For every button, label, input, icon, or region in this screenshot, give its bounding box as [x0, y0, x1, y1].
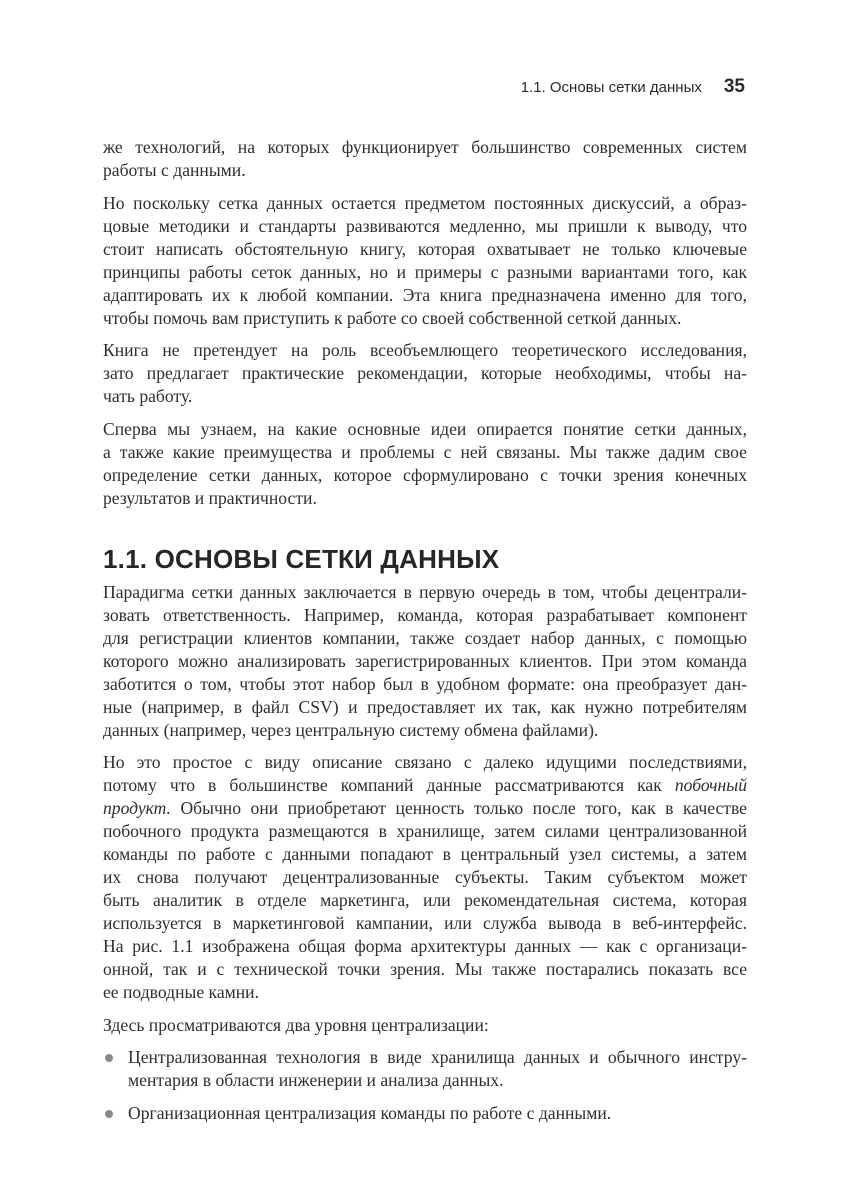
text-line: Организационная централизация команды по работе с данными. [128, 1102, 612, 1123]
text-line: определение сетки данных, которое сформулировано с точки зрения конечных [103, 464, 747, 485]
bullet-item [103, 1046, 747, 1092]
text-line [103, 797, 747, 820]
text-line: работы с данными. [103, 160, 246, 180]
text-line: для регистрации клиентов компании, также создает набор данных, с помощью [103, 627, 747, 648]
paragraph [103, 751, 747, 1004]
text-line: ментария в области инженерии и анализа данных. [128, 1070, 504, 1090]
running-header [521, 76, 745, 98]
text-line: принципы работы сеток данных, но и примеры с разными вариантами того, как [103, 261, 747, 282]
text-line: Сперва мы узнаем, на какие основные идеи опирается понятие сетки данных, [103, 418, 747, 439]
text-line: чать работу. [103, 386, 193, 406]
text-line: же технологий, на которых функционирует большинство современных систем [103, 137, 747, 157]
paragraph [103, 136, 747, 182]
text-line: побочного продукта размещаются в хранилище, затем силами централизованной [103, 821, 747, 841]
bullet-icon [105, 1054, 113, 1062]
page-number: 35 [723, 76, 745, 97]
text-line: Но это простое с виду описание связано с далеко идущими последствиями, [103, 752, 747, 772]
paragraph [103, 1014, 747, 1037]
text-line: зато предлагает практические рекомендации, которые необходимы, чтобы на- [103, 363, 747, 383]
text-line: которого можно анализировать зарегистрированных клиентов. При этом команда [103, 650, 747, 671]
text-line: Здесь просматриваются два уровня централизации: [103, 1014, 489, 1035]
emphasis-text: побочный [674, 775, 747, 795]
intro-text [103, 136, 747, 510]
running-title: 1.1. Основы сетки данных [520, 79, 702, 96]
text-line: заботится о том, чтобы этот набор был в удобном формате: она преобразует дан- [103, 673, 747, 694]
text-line: адаптировать их к любой компании. Эта книга предназначена именно для того, [103, 284, 747, 305]
text-line: команды по работе с данными попадают в центральный узел системы, а затем [103, 844, 747, 864]
text-line [103, 774, 747, 797]
text-line: Но поскольку сетка данных остается предметом постоянных дискуссий, а образ- [103, 192, 747, 213]
text-line: На рис. 1.1 изображена общая форма архитектуры данных — как с организаци- [103, 936, 747, 956]
text-line: Парадигма сетки данных заключается в первую очередь в том, чтобы децентрали- [103, 581, 747, 602]
paragraph [103, 192, 747, 330]
text-line: чтобы помочь вам приступить к работе со своей собственной сеткой данных. [103, 307, 682, 328]
section-text [103, 581, 747, 1037]
bullet-icon [105, 1110, 113, 1118]
section-heading: 1.1. ОСНОВЫ СЕТКИ ДАННЫХ [103, 543, 500, 574]
text-line: Централизованная технология в виде хранилища данных и обычного инстру- [128, 1047, 747, 1067]
text-line: Книга не претендует на роль всеобъемлющего теоретического исследования, [103, 340, 747, 360]
page-body [103, 136, 747, 1134]
bullet-list [103, 1046, 747, 1125]
paragraph [103, 339, 747, 408]
text-line: стоит написать обстоятельную книгу, которая охватывает не только ключевые [103, 238, 747, 259]
paragraph [103, 418, 747, 510]
text-line: ные (например, в файл CSV) и предоставляет их так, как нужно потребителям [103, 696, 747, 717]
emphasis-text: продукт. [103, 798, 171, 818]
text-line: их снова получают децентрализованные субъекты. Таким субъектом может [103, 867, 747, 887]
text-segment: потому что в большинстве компаний данные рассматриваются как [103, 775, 675, 795]
text-line: используется в маркетинговой кампании, или служба вывода в веб-интерфейс. [103, 913, 747, 933]
bullet-item [103, 1102, 747, 1125]
text-line: зовать ответственность. Например, команда, которая разрабатывает компонент [103, 604, 747, 625]
text-line: а также какие преимущества и проблемы с ней связаны. Мы также дадим свое [103, 441, 747, 462]
text-line: цовые методики и стандарты развиваются медленно, мы пришли к выводу, что [103, 215, 747, 236]
text-line: онной, так и с технической точки зрения. Мы также постарались показать все [103, 959, 747, 979]
text-segment: Обычно они приобретают ценность только после того, как в качестве [170, 798, 747, 818]
text-line: ее подводные камни. [103, 982, 259, 1002]
paragraph [103, 581, 747, 742]
text-line: результатов и практичности. [103, 487, 317, 508]
text-line: быть аналитик в отделе маркетинга, или рекомендательная система, которая [103, 890, 747, 910]
text-line: данных (например, через центральную систему обмена файлами). [103, 719, 599, 740]
